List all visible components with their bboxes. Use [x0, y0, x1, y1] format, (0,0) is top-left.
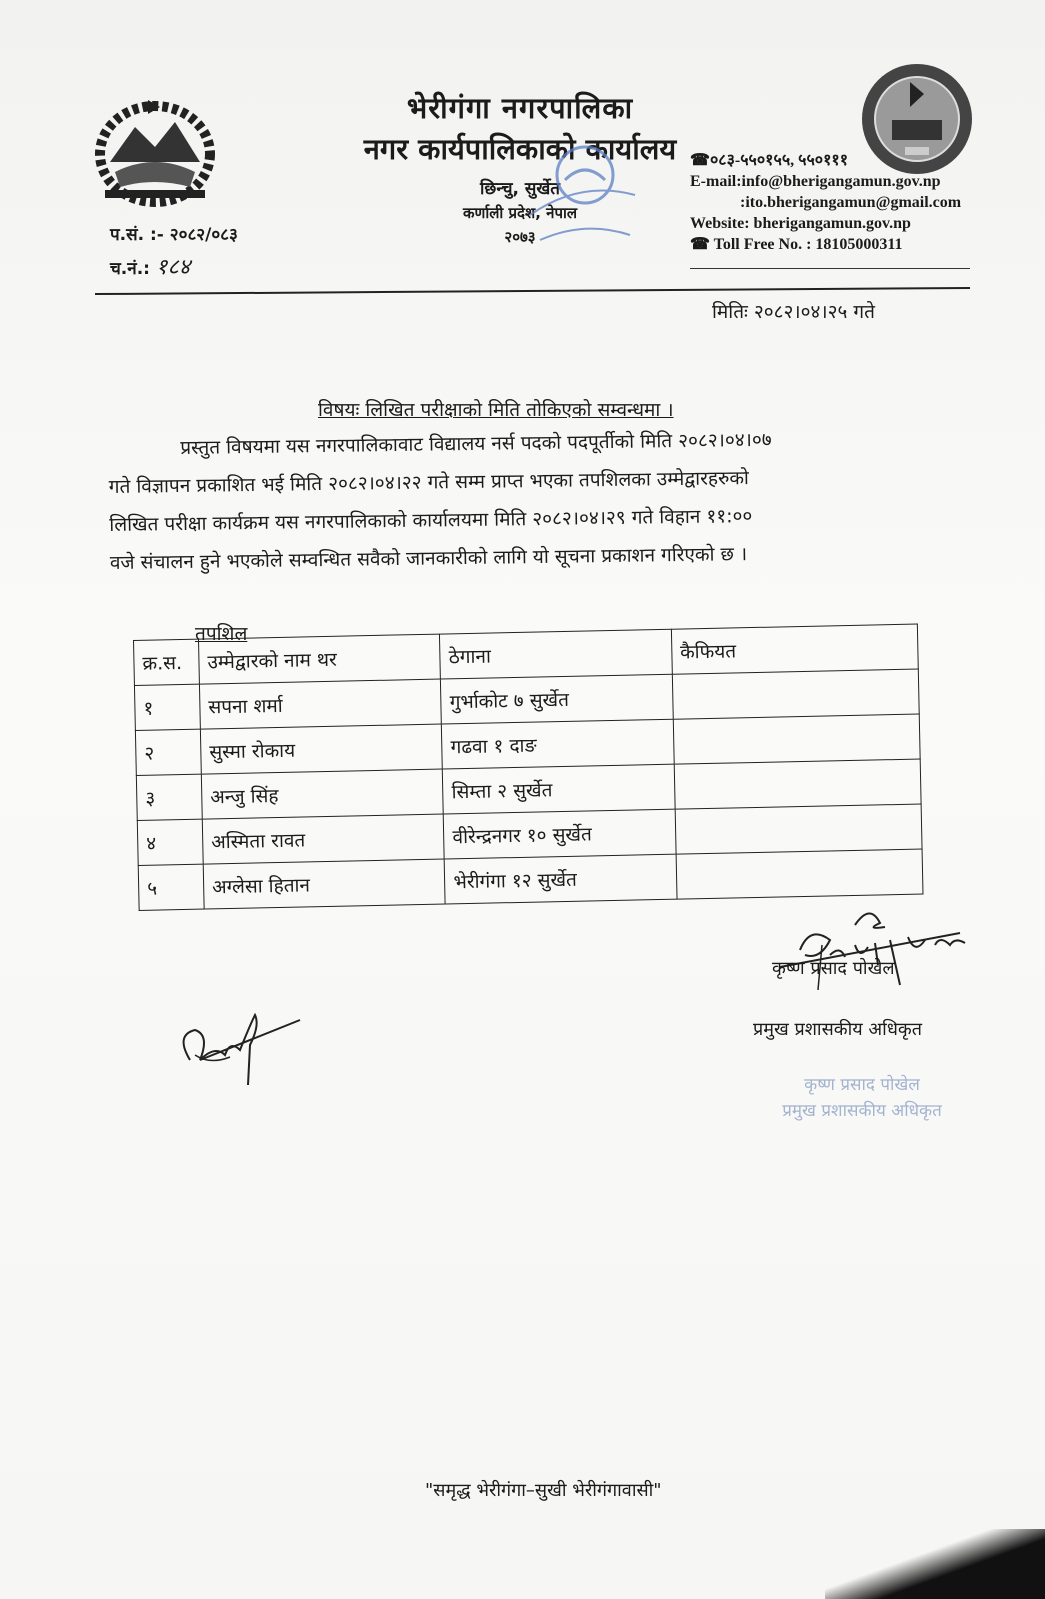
fiscal-year-ref — [110, 222, 238, 245]
candidate-table — [133, 624, 924, 911]
cell-sn: ४ — [137, 819, 203, 865]
cell-sn: ३ — [136, 774, 202, 820]
office-province: कर्णाली प्रदेश, नेपाल — [462, 204, 578, 222]
office-year: २०७३ — [504, 228, 536, 246]
phone-icon: ☎ — [690, 236, 714, 253]
cell-sn: १ — [134, 684, 200, 730]
dispatch-ref — [110, 251, 238, 281]
table-caption: तपशिल — [195, 623, 248, 645]
scan-shadow — [825, 1529, 1045, 1599]
subject-line: विषयः लिखित परीक्षाको मिति तोकिएको सम्वन्धमा । — [318, 399, 674, 421]
office-location: छिन्चु, सुर्खेत — [480, 179, 560, 199]
cell-name: अग्लेसा हितान — [203, 859, 445, 909]
cell-remarks — [672, 669, 919, 719]
column-header-name: उम्मेद्वारको नाम थर — [198, 634, 440, 684]
contact-underline — [690, 268, 970, 269]
toll-free-line — [690, 234, 961, 255]
body-line: लिखित परीक्षा कार्यक्रम यस नगरपालिकाको कार्यालयमा मिति २०८२।०४।२९ गते विहान ११:०० — [109, 505, 753, 536]
phone-numbers: ०८३-५५०१५५, ५५०१११ — [709, 152, 849, 169]
nepal-emblem-icon — [90, 92, 220, 207]
cell-name: सपना शर्मा — [199, 679, 441, 729]
fiscal-year-label: प.सं. :- — [110, 225, 164, 245]
column-header-remarks: कैफियत — [671, 624, 918, 674]
cell-remarks — [674, 759, 921, 809]
email-secondary: :ito.bherigangamun@gmail.com — [740, 194, 962, 211]
cell-address: भेरीगंगा १२ सुर्खेत — [444, 854, 676, 904]
body-line: प्रस्तुत विषयमा यस नगरपालिकावाट विद्यालय नर्स पदको पदपूर्तीको मिति २०८२।०४।०७ — [180, 428, 772, 459]
signer-name: कृष्ण प्रसाद पोखेल — [772, 958, 895, 979]
cell-address: सिम्ता २ सुर्खेत — [443, 764, 675, 814]
reference-numbers — [110, 222, 238, 287]
body-line: वजे संचालन हुने भएकोले सम्वन्धित सवैको जानकारीको लागि यो सूचना प्रकाशन गरिएको छ । — [109, 543, 748, 574]
office-stamp-icon — [525, 140, 640, 270]
cell-remarks — [676, 849, 923, 899]
stamp-name: कृष्ण प्रसाद पोखेल — [804, 1075, 920, 1095]
cell-sn: २ — [135, 729, 201, 775]
notice-body — [108, 418, 975, 582]
website: Website: bherigangamun.gov.np — [690, 215, 911, 232]
cell-address: गुर्भाकोट ७ सुर्खेत — [441, 674, 673, 724]
fiscal-year-value: २०८२/०८३ — [169, 225, 238, 245]
name-stamp — [742, 1072, 982, 1124]
header-divider — [95, 287, 970, 295]
cell-remarks — [675, 804, 922, 854]
cell-address: गढवा १ दाङ — [442, 719, 674, 769]
cell-remarks — [673, 714, 920, 764]
office-name: नगर कार्यपालिकाको कार्यालय — [363, 132, 677, 166]
issue-date: मितिः २०८२।०४।२५ गते — [712, 301, 875, 323]
column-header-address: ठेगाना — [440, 629, 672, 679]
cell-name: सुस्मा रोकाय — [200, 724, 442, 774]
email-primary: E-mail:info@bherigangamun.gov.np — [690, 173, 941, 190]
initial-signature — [170, 1005, 305, 1090]
cell-address: वीरेन्द्रनगर १० सुर्खेत — [444, 809, 676, 859]
dispatch-label: च.नं.: — [110, 259, 150, 279]
cell-sn: ५ — [138, 864, 204, 910]
column-header-sn: क्र.स. — [134, 639, 200, 685]
signer-title: प्रमुख प्रशासकीय अधिकृत — [753, 1019, 922, 1040]
phone-line — [690, 150, 961, 171]
phone-icon: ☎ — [690, 152, 710, 169]
letterhead — [330, 88, 710, 247]
cell-name: अस्मिता रावत — [202, 814, 444, 864]
body-line: गते विज्ञापन प्रकाशित भई मिति २०८२।०४।२२ गते सम्म प्राप्त भएका तपशिलका उम्मेद्वारहरुको — [108, 467, 750, 498]
footer-slogan: "समृद्ध भेरीगंगा–सुखी भेरीगंगावासी" — [425, 1480, 662, 1501]
toll-free-number: Toll Free No. : 18105000311 — [713, 236, 903, 253]
cell-name: अन्जु सिंह — [201, 769, 443, 819]
dispatch-number: १८४ — [155, 255, 191, 280]
municipality-name: भेरीगंगा नगरपालिका — [406, 91, 634, 125]
contact-info — [690, 150, 961, 255]
stamp-title: प्रमुख प्रशासकीय अधिकृत — [782, 1101, 942, 1121]
